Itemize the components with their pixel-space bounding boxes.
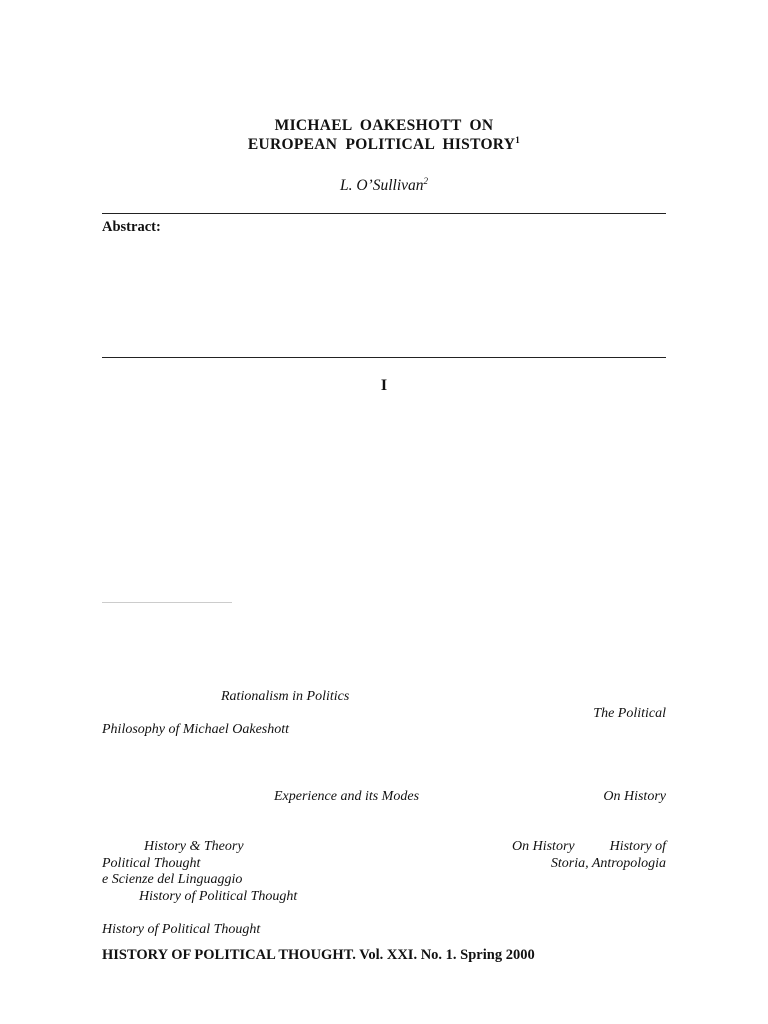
footnote-political-thought: Political Thought — [102, 856, 201, 871]
title-line-2 — [0, 136, 768, 154]
author-name: L. O’Sullivan — [339, 177, 424, 194]
footnote-rationalism-in-politics: Rationalism in Politics — [221, 689, 350, 704]
footnote-on-history-1: On History — [603, 789, 666, 804]
footnote-history-of-political-thought-2: History of Political Thought — [102, 922, 261, 937]
title-footnote-mark: 1 — [515, 134, 521, 145]
footnote-separator — [102, 602, 232, 603]
footnote-history-of: History of — [609, 839, 666, 854]
abstract-label: Abstract: — [102, 219, 161, 235]
footnote-storia-antropologia: Storia, Antropologia — [550, 856, 666, 871]
section-numeral: I — [380, 377, 388, 394]
abstract-top-rule — [102, 213, 666, 214]
footnote-scienze-del-linguaggio: e Scienze del Linguaggio — [102, 872, 243, 887]
title-line-2-text: EUROPEAN POLITICAL HISTORY — [247, 136, 516, 153]
footnote-experience-and-its-modes: Experience and its Modes — [274, 789, 420, 804]
author — [0, 177, 768, 195]
author-footnote-mark: 2 — [423, 175, 429, 186]
footnote-on-history-2: On History — [512, 839, 575, 854]
title-line-1: MICHAEL OAKESHOTT ON — [274, 117, 494, 134]
abstract-bottom-rule — [102, 357, 666, 358]
footnote-history-and-theory: History & Theory — [144, 839, 244, 854]
footnote-the-political: The Political — [593, 706, 666, 721]
footnote-philosophy-of-oakeshott: Philosophy of Michael Oakeshott — [102, 722, 290, 737]
footnote-history-of-political-thought-1: History of Political Thought — [139, 889, 298, 904]
journal-citation: HISTORY OF POLITICAL THOUGHT. Vol. XXI. No. 1. Spring 2000 — [102, 947, 535, 963]
